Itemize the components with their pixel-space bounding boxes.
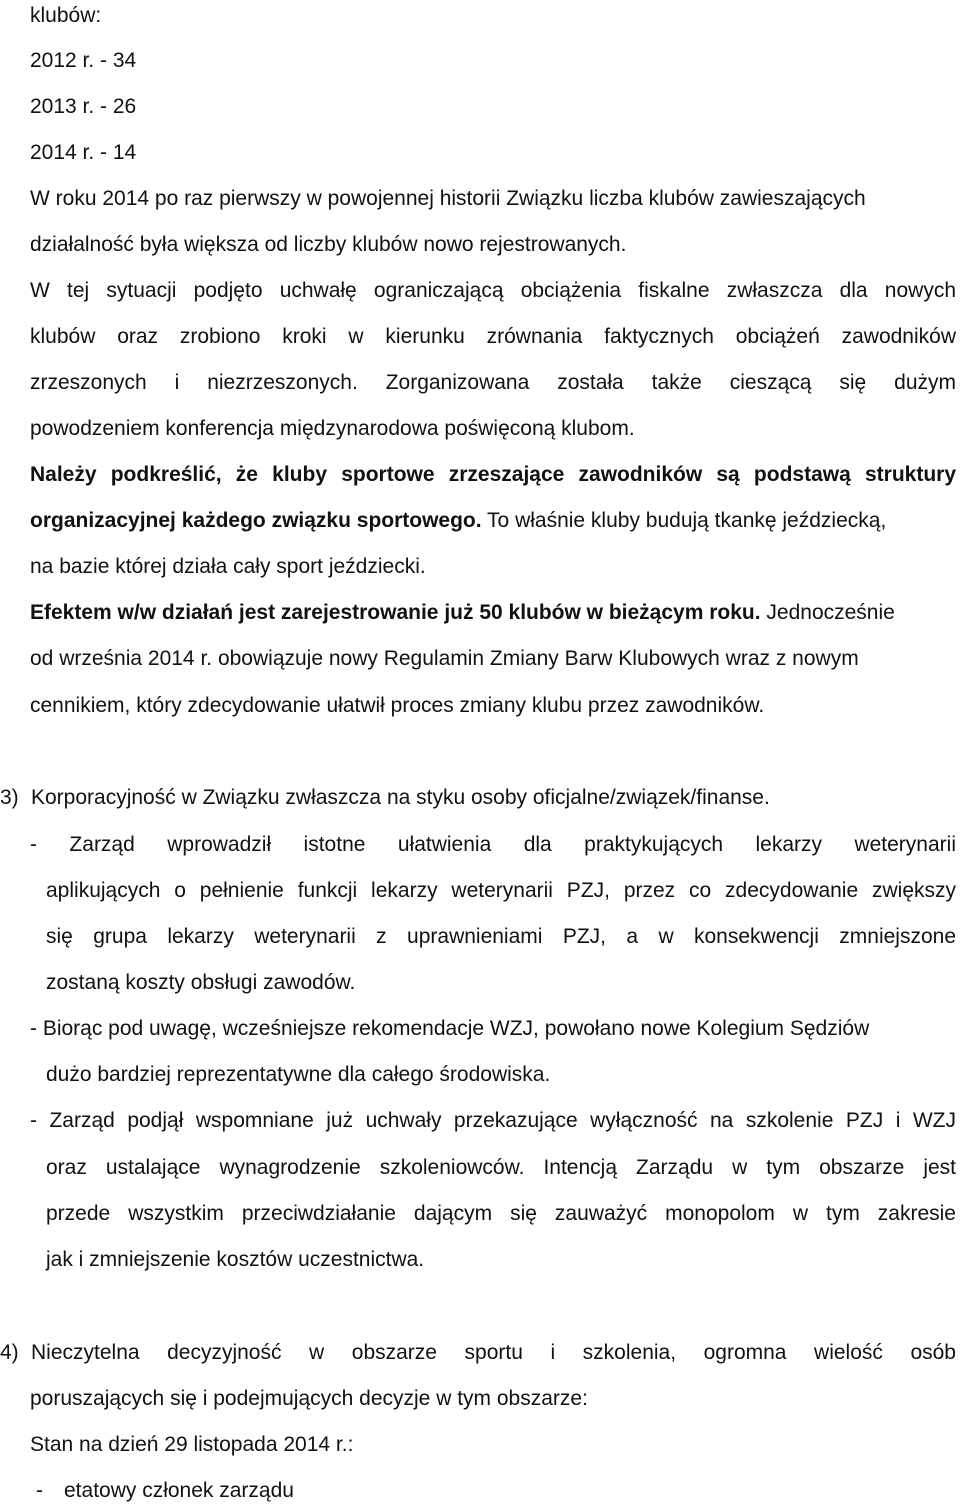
text-line: W tej sytuacji podjęto uchwałę ograniczającą obciążenia fiskalne zwłaszcza dla nowych — [30, 279, 956, 302]
text-line: 2014 r. - 14 — [30, 141, 137, 164]
text-line: zrzeszonych i niezrzeszonych. Zorganizowana została także cieszącą się dużym — [30, 371, 956, 394]
list-item-line: dużo bardziej reprezentatywne dla całego środowiska. — [46, 1063, 551, 1086]
list-item-line: przede wszystkim przeciwdziałanie dającym się zauważyć monopolom w tym zakresie — [46, 1202, 956, 1225]
section-title: Korporacyjność w Związku zwłaszcza na styku osoby oficjalne/związek/finanse. — [31, 786, 770, 809]
text-line: klubów: — [30, 4, 102, 27]
list-item-line: się grupa lekarzy weterynarii z uprawnieniami PZJ, a w konsekwencji zmniejszone — [46, 925, 956, 948]
text-line: Stan na dzień 29 listopada 2014 r.: — [30, 1433, 354, 1456]
section-heading-4 — [0, 1340, 956, 1366]
text-line: poruszających się i podejmujących decyzje w tym obszarze: — [30, 1387, 588, 1410]
bold-text-line: Należy podkreślić, że kluby sportowe zrzeszające zawodników są podstawą struktury — [30, 463, 956, 486]
list-item-line: - Zarząd podjął wspomniane już uchwały przekazujące wyłączność na szkolenie PZJ i WZJ — [30, 1109, 956, 1132]
section-title: Nieczytelna decyzyjność w obszarze sportu i szkolenia, ogromna wielość osób — [31, 1341, 956, 1364]
text-line: działalność była większa od liczby klubów nowo rejestrowanych. — [30, 233, 627, 256]
text-line: W roku 2014 po raz pierwszy w powojennej historii Związku liczba klubów zawieszających — [30, 187, 866, 210]
section-heading-3 — [0, 785, 960, 811]
list-item-line: - Biorąc pod uwagę, wcześniejsze rekomendacje WZJ, powołano nowe Kolegium Sędziów — [30, 1017, 870, 1040]
text-line: 2013 r. - 26 — [30, 95, 137, 118]
mixed-text-line — [30, 508, 886, 534]
list-item-line: zostaną koszty obsługi zawodów. — [46, 971, 356, 994]
mixed-text-line — [30, 600, 895, 626]
list-dash: - — [36, 1479, 43, 1502]
text-line: cennikiem, który zdecydowanie ułatwił proces zmiany klubu przez zawodników. — [30, 694, 765, 717]
text-span: Jednocześnie — [760, 601, 895, 624]
bold-span: Efektem w/w działań jest zarejestrowanie już 50 klubów w bieżącym roku. — [30, 601, 761, 624]
section-number: 3) — [0, 786, 19, 809]
section-number: 4) — [0, 1341, 19, 1364]
list-item-line: jak i zmniejszenie kosztów uczestnictwa. — [46, 1248, 425, 1271]
bold-span: organizacyjnej każdego związku sportowego. — [30, 509, 482, 532]
text-line: na bazie której działa cały sport jeździecki. — [30, 555, 426, 578]
list-item-line: - Zarząd wprowadził istotne ułatwienia dla praktykujących lekarzy weterynarii — [30, 833, 956, 856]
text-line: powodzeniem konferencja międzynarodowa poświęconą klubom. — [30, 417, 635, 440]
text-line: od września 2014 r. obowiązuje nowy Regulamin Zmiany Barw Klubowych wraz z nowym — [30, 647, 859, 670]
list-item-line: aplikujących o pełnienie funkcji lekarzy weterynarii PZJ, przez co zdecydowanie zwiększy — [46, 879, 956, 902]
text-line: klubów oraz zrobiono kroki w kierunku zrównania faktycznych obciążeń zawodników — [30, 325, 956, 348]
text-line: 2012 r. - 34 — [30, 49, 137, 72]
text-span: To właśnie kluby budują tkankę jeździecką, — [481, 509, 887, 532]
list-item-text: etatowy członek zarządu — [64, 1479, 294, 1502]
list-item — [0, 1478, 960, 1504]
list-item-line: oraz ustalające wynagrodzenie szkoleniowców. Intencją Zarządu w tym obszarze jest — [46, 1156, 956, 1179]
